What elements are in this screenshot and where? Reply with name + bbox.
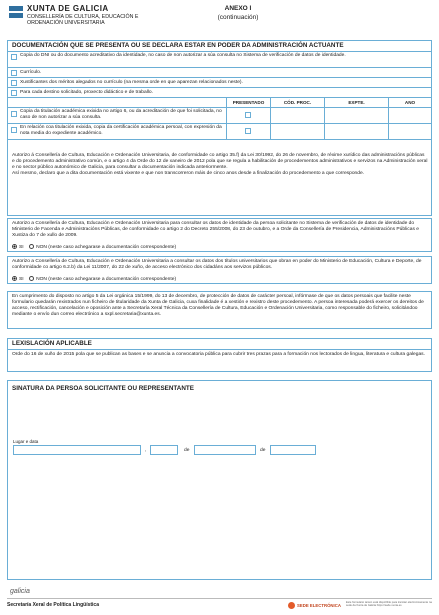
doc-item-checkbox[interactable] xyxy=(11,90,17,96)
doc-row-label: En relación coa titulación exixida, copia da certificación académica persoal, con expresión da nota media do expediente académico. xyxy=(20,125,222,136)
doc-item-merits xyxy=(8,78,431,88)
header-cod-proc: CÓD. PROC. xyxy=(283,100,312,105)
documentation-note-1: Autorizo á Consellería de Cultura, Educación e Ordenación Universitaria, de conformidade co artigo 35.f) da Lei 30/1992, do 26 de novembro, de réxime xurídico das administracións públicas e do procedemento administrativo común, e o artigo 4 da Orde do 12 de xaneiro de 2012 pola que se regula a habilitación de procedementos administrativos e servizos na Administración xeral e no sector público autonómico de Galicia, para consultar a documentación indicada anteriormente. xyxy=(12,153,428,170)
doc-item-checkbox[interactable] xyxy=(11,70,17,76)
auth-titles-no-label: NON (neste caso achegarase a documentación correspondente) xyxy=(36,276,177,282)
divider xyxy=(270,124,271,139)
legislation-title: LEXISLACIÓN APLICABLE xyxy=(8,339,431,350)
annex-label: ANEXO I xyxy=(224,5,252,12)
doc-item-label: Xustificantes dos méritos alegados no currículo (na mesma orde en que aparezan relacionados neste). xyxy=(20,80,243,85)
auth-titles-section xyxy=(7,256,432,284)
doc-item-dni xyxy=(8,52,431,68)
doc-row-checkbox[interactable] xyxy=(11,127,17,133)
auth-identity-options xyxy=(12,244,176,251)
place-date-label: Lugar e data xyxy=(13,439,39,444)
year-input[interactable] xyxy=(270,445,316,455)
auth-identity-section xyxy=(7,218,432,252)
auth-identity-no-radio[interactable] xyxy=(29,244,34,249)
sede-logo-icon xyxy=(288,602,295,609)
place-input[interactable] xyxy=(13,445,141,455)
auth-identity-no-label: NON (neste caso achegarase a documentación correspondente) xyxy=(36,244,177,250)
presentado-checkbox[interactable] xyxy=(245,128,251,134)
sede-label: SEDE ELECTRÓNICA xyxy=(297,603,341,608)
de-label-2: de xyxy=(260,448,266,453)
divider xyxy=(324,124,325,139)
annex-subtitle: (continuación) xyxy=(217,14,259,21)
doc-table-row xyxy=(8,124,431,140)
signature-section xyxy=(7,380,432,580)
legislation-section xyxy=(7,338,432,372)
presentado-checkbox[interactable] xyxy=(245,112,251,118)
sede-note: Este formulario tamén está dispoñible para tramitar electronicamente na sede da Xunta de Galicia https://sede.xunta.es xyxy=(346,601,432,608)
doc-row-checkbox[interactable] xyxy=(11,111,17,117)
place-date-separator: , xyxy=(145,448,147,453)
divider xyxy=(388,124,389,139)
header-expte: EXPTE. xyxy=(348,100,365,105)
xunta-logo-icon xyxy=(9,6,23,18)
annex-title xyxy=(201,4,275,22)
auth-identity-text: Autorizo a Consellería de Cultura, Educación e Ordenación Universitaria para consultar os datos de identidade da persoa solicitante no Sistema de verificación de datos de identidade do Ministerio de Facenda e Administracións Públicas, de conformidade co artigo 2 do Decreto 255/2008, do 23 de outubro, e a Orde da Consellería de Presidencia, Administracións Públicas e Xustiza do 7 de xullo de 2009. xyxy=(12,221,419,238)
month-input[interactable] xyxy=(194,445,256,455)
doc-row-label: Copia da titulación académica exixida no artigo 6, ou da acreditación de que foi solicitada, no caso de non autorizar a súa consulta. xyxy=(20,109,222,120)
doc-item-label: Currículo. xyxy=(20,70,42,75)
doc-item-checkbox[interactable] xyxy=(11,80,17,86)
doc-item-label: Copia do DNI ou do documento acreditativo da identidade, no caso de non autorizar a súa consulta no Sistema de verificación de datos de identidade. xyxy=(20,53,346,58)
privacy-text: En cumprimento do disposto no artigo 5 da Lei orgánica 15/1999, do 13 de decembro, de protección de datos de carácter persoal, infórmase de que os datos persoais que facilite neste formulario quedarán rexistrados nun ficheiro de titularidade da Xunta de Galicia, cuxa finalidade é a xestión e rexistro deste procedemento. A persoa interesada poderá exercer os dereitos de acceso, rectificación, cancelación e oposición ante a Secretaría Xeral Técnica da Consellería de Cultura, Educación e Ordenación Universitaria, como responsable do ficheiro, solicitándoo mediante o envío dun correo electrónico a sxpl.secretaria@xunta.es. xyxy=(12,294,424,317)
header-presentado: PRESENTADO xyxy=(232,100,265,105)
documentation-section xyxy=(7,40,432,216)
divider xyxy=(388,108,389,123)
auth-titles-yes-radio[interactable] xyxy=(12,276,17,281)
logo-subtitle: CONSELLERÍA DE CULTURA, EDUCACIÓN E ORDENACIÓN UNIVERSITARIA xyxy=(27,14,139,26)
auth-titles-options xyxy=(12,276,176,283)
divider xyxy=(270,108,271,123)
documentation-note-2: Así mesmo, declaro que a dita documentación está vixente e que non transcorreron máis de cinco anos desde a finalización do procedemento a que corresponde. xyxy=(12,171,365,176)
privacy-section xyxy=(7,291,432,329)
legislation-text: Orde do 16 de xuño de 2015 pola que se publican as bases e se anuncia a convocatoria pública para cubrir tres prazas para a formación nos lectorados de lingua, literatura e cultura galegas. xyxy=(12,352,425,357)
signature-title: SINATURA DA PERSOA SOLICITANTE OU REPRESENTANTE xyxy=(12,385,194,392)
galicia-logo: galicia xyxy=(10,588,30,595)
day-input[interactable] xyxy=(150,445,178,455)
doc-item-label: Para cada destino solicitado, proxecto didáctico e de traballo. xyxy=(20,90,153,95)
footer-dept: Secretaría Xeral de Política Lingüística xyxy=(7,602,99,608)
documentation-note xyxy=(12,153,428,177)
doc-table-header xyxy=(8,98,431,108)
footer-divider xyxy=(7,598,432,599)
divider xyxy=(324,108,325,123)
de-label-1: de xyxy=(184,448,190,453)
divider xyxy=(226,108,227,123)
auth-titles-text: Autorizo a Consellería de Cultura, Educación e Ordenación Universitaria a consultar os datos dos títulos universitarios que obran en poder do Ministerio de Educación, Cultura e Deporte, de conformidade co artigo 6.2.b) da Lei 11/2007, do 22 de xuño, de acceso electrónico dos cidadáns aos servizos públicos. xyxy=(12,259,422,270)
auth-identity-yes-label: SI xyxy=(19,244,24,250)
auth-titles-no-radio[interactable] xyxy=(29,276,34,281)
auth-identity-yes-radio[interactable] xyxy=(12,244,17,249)
documentation-title: DOCUMENTACIÓN QUE SE PRESENTA OU SE DECLARA ESTAR EN PODER DA ADMINISTRACIÓN ACTUANTE xyxy=(8,41,431,52)
auth-titles-yes-label: SI xyxy=(19,276,24,282)
doc-item-project xyxy=(8,88,431,98)
doc-item-checkbox[interactable] xyxy=(11,54,17,60)
divider xyxy=(226,124,227,139)
logo-title: XUNTA DE GALICIA xyxy=(27,4,109,13)
doc-table-row xyxy=(8,108,431,124)
header-ano: ANO xyxy=(404,100,416,105)
doc-item-cv xyxy=(8,68,431,78)
